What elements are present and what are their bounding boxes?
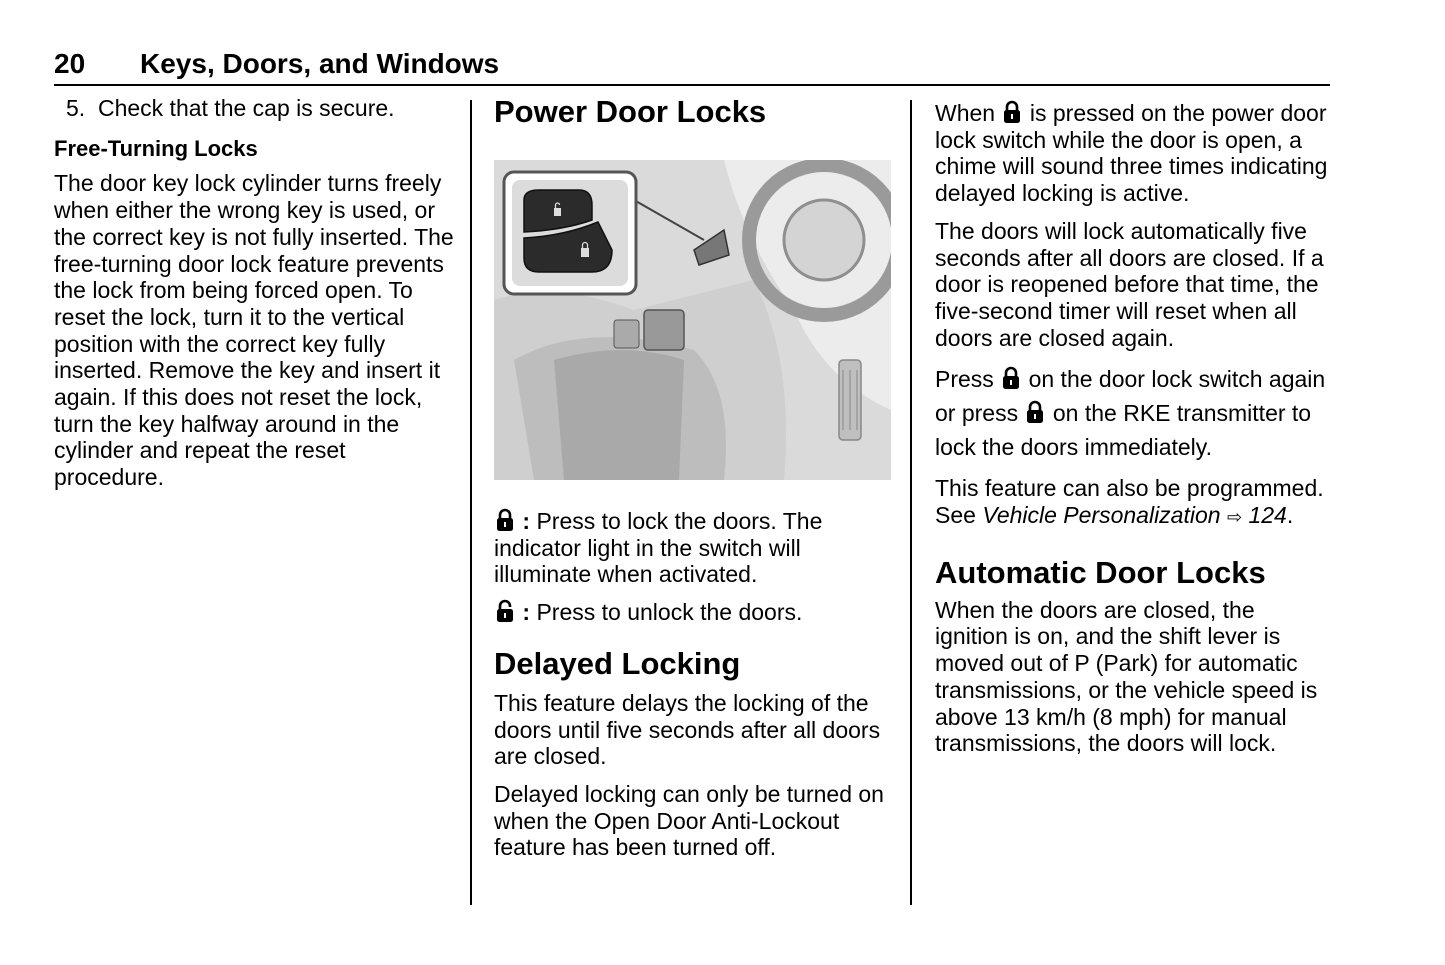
unlock-description: : Press to unlock the doors.	[494, 599, 892, 626]
column-divider	[910, 100, 912, 905]
page-number: 20	[54, 48, 86, 79]
lock-closed-icon	[1026, 400, 1044, 424]
immediate-lock-paragraph: Press on the door lock switch again or press on the RKE transmitter to lock the doors immediately.	[935, 366, 1326, 461]
lock-description: : Press to lock the doors. The indicator light in the switch will illuminate when activated.	[494, 508, 823, 588]
column-divider	[470, 100, 472, 905]
column-middle	[494, 92, 892, 872]
auto-lock-paragraph: The doors will lock automatically five seconds after all doors are closed. If a door is reopened before that time, the five-second timer will reset when all doors are closed again.	[935, 217, 1324, 351]
step-number: 5.	[66, 95, 86, 121]
automatic-lock-paragraph: When the doors are closed, the ignition is on, and the shift lever is moved out of P (Park) for automatic transmissions, or the vehicle speed is above 13 km/h (8 mph) for manual transmissions, the doors will lock.	[935, 596, 1318, 757]
column-right	[935, 100, 1330, 768]
free-turning-paragraph: The door key lock cylinder turns freely when either the wrong key is used, or the correct key is not fully inserted. The free-turning door lock feature prevents the lock from being forced open. To reset the lock, turn it to the vertical position with the correct key fully inserted. Remove the key and insert it again. If this does not reset the lock, turn the key halfway around in the cylinder and repeat the reset procedure.	[54, 170, 454, 491]
heading-delayed-locking: Delayed Locking	[494, 645, 741, 681]
lock-closed-icon	[496, 508, 514, 532]
lock-closed-icon	[1002, 366, 1020, 390]
step-item	[54, 95, 454, 122]
lock-open-icon	[496, 599, 514, 623]
delayed-paragraph-1: This feature delays the locking of the doors until five seconds after all doors are closed.	[494, 689, 881, 770]
subheading-free-turning-locks: Free-Turning Locks	[54, 135, 258, 161]
cross-reference-link[interactable]: Vehicle Personalization ⇨ 124	[982, 502, 1287, 529]
heading-power-door-locks: Power Door Locks	[494, 94, 767, 129]
page-arrow-icon: ⇨	[1226, 507, 1243, 528]
lock-closed-icon	[1003, 100, 1021, 124]
programming-paragraph: This feature can also be programmed. See Vehicle Personalization ⇨ 124.	[935, 475, 1324, 529]
page-header	[54, 46, 1330, 86]
chapter-title: Keys, Doors, and Windows	[140, 48, 500, 79]
heading-automatic-door-locks: Automatic Door Locks	[935, 554, 1266, 590]
column-left	[54, 95, 454, 502]
delayed-paragraph-2: Delayed locking can only be turned on when the Open Door Anti-Lockout feature has been turned off.	[494, 780, 884, 861]
step-text: Check that the cap is secure.	[97, 95, 395, 121]
delayed-chime-paragraph: When is pressed on the power door lock switch while the door is open, a chime will sound three times indicating delayed locking is active.	[935, 100, 1328, 207]
door-lock-switch-illustration	[494, 160, 891, 480]
